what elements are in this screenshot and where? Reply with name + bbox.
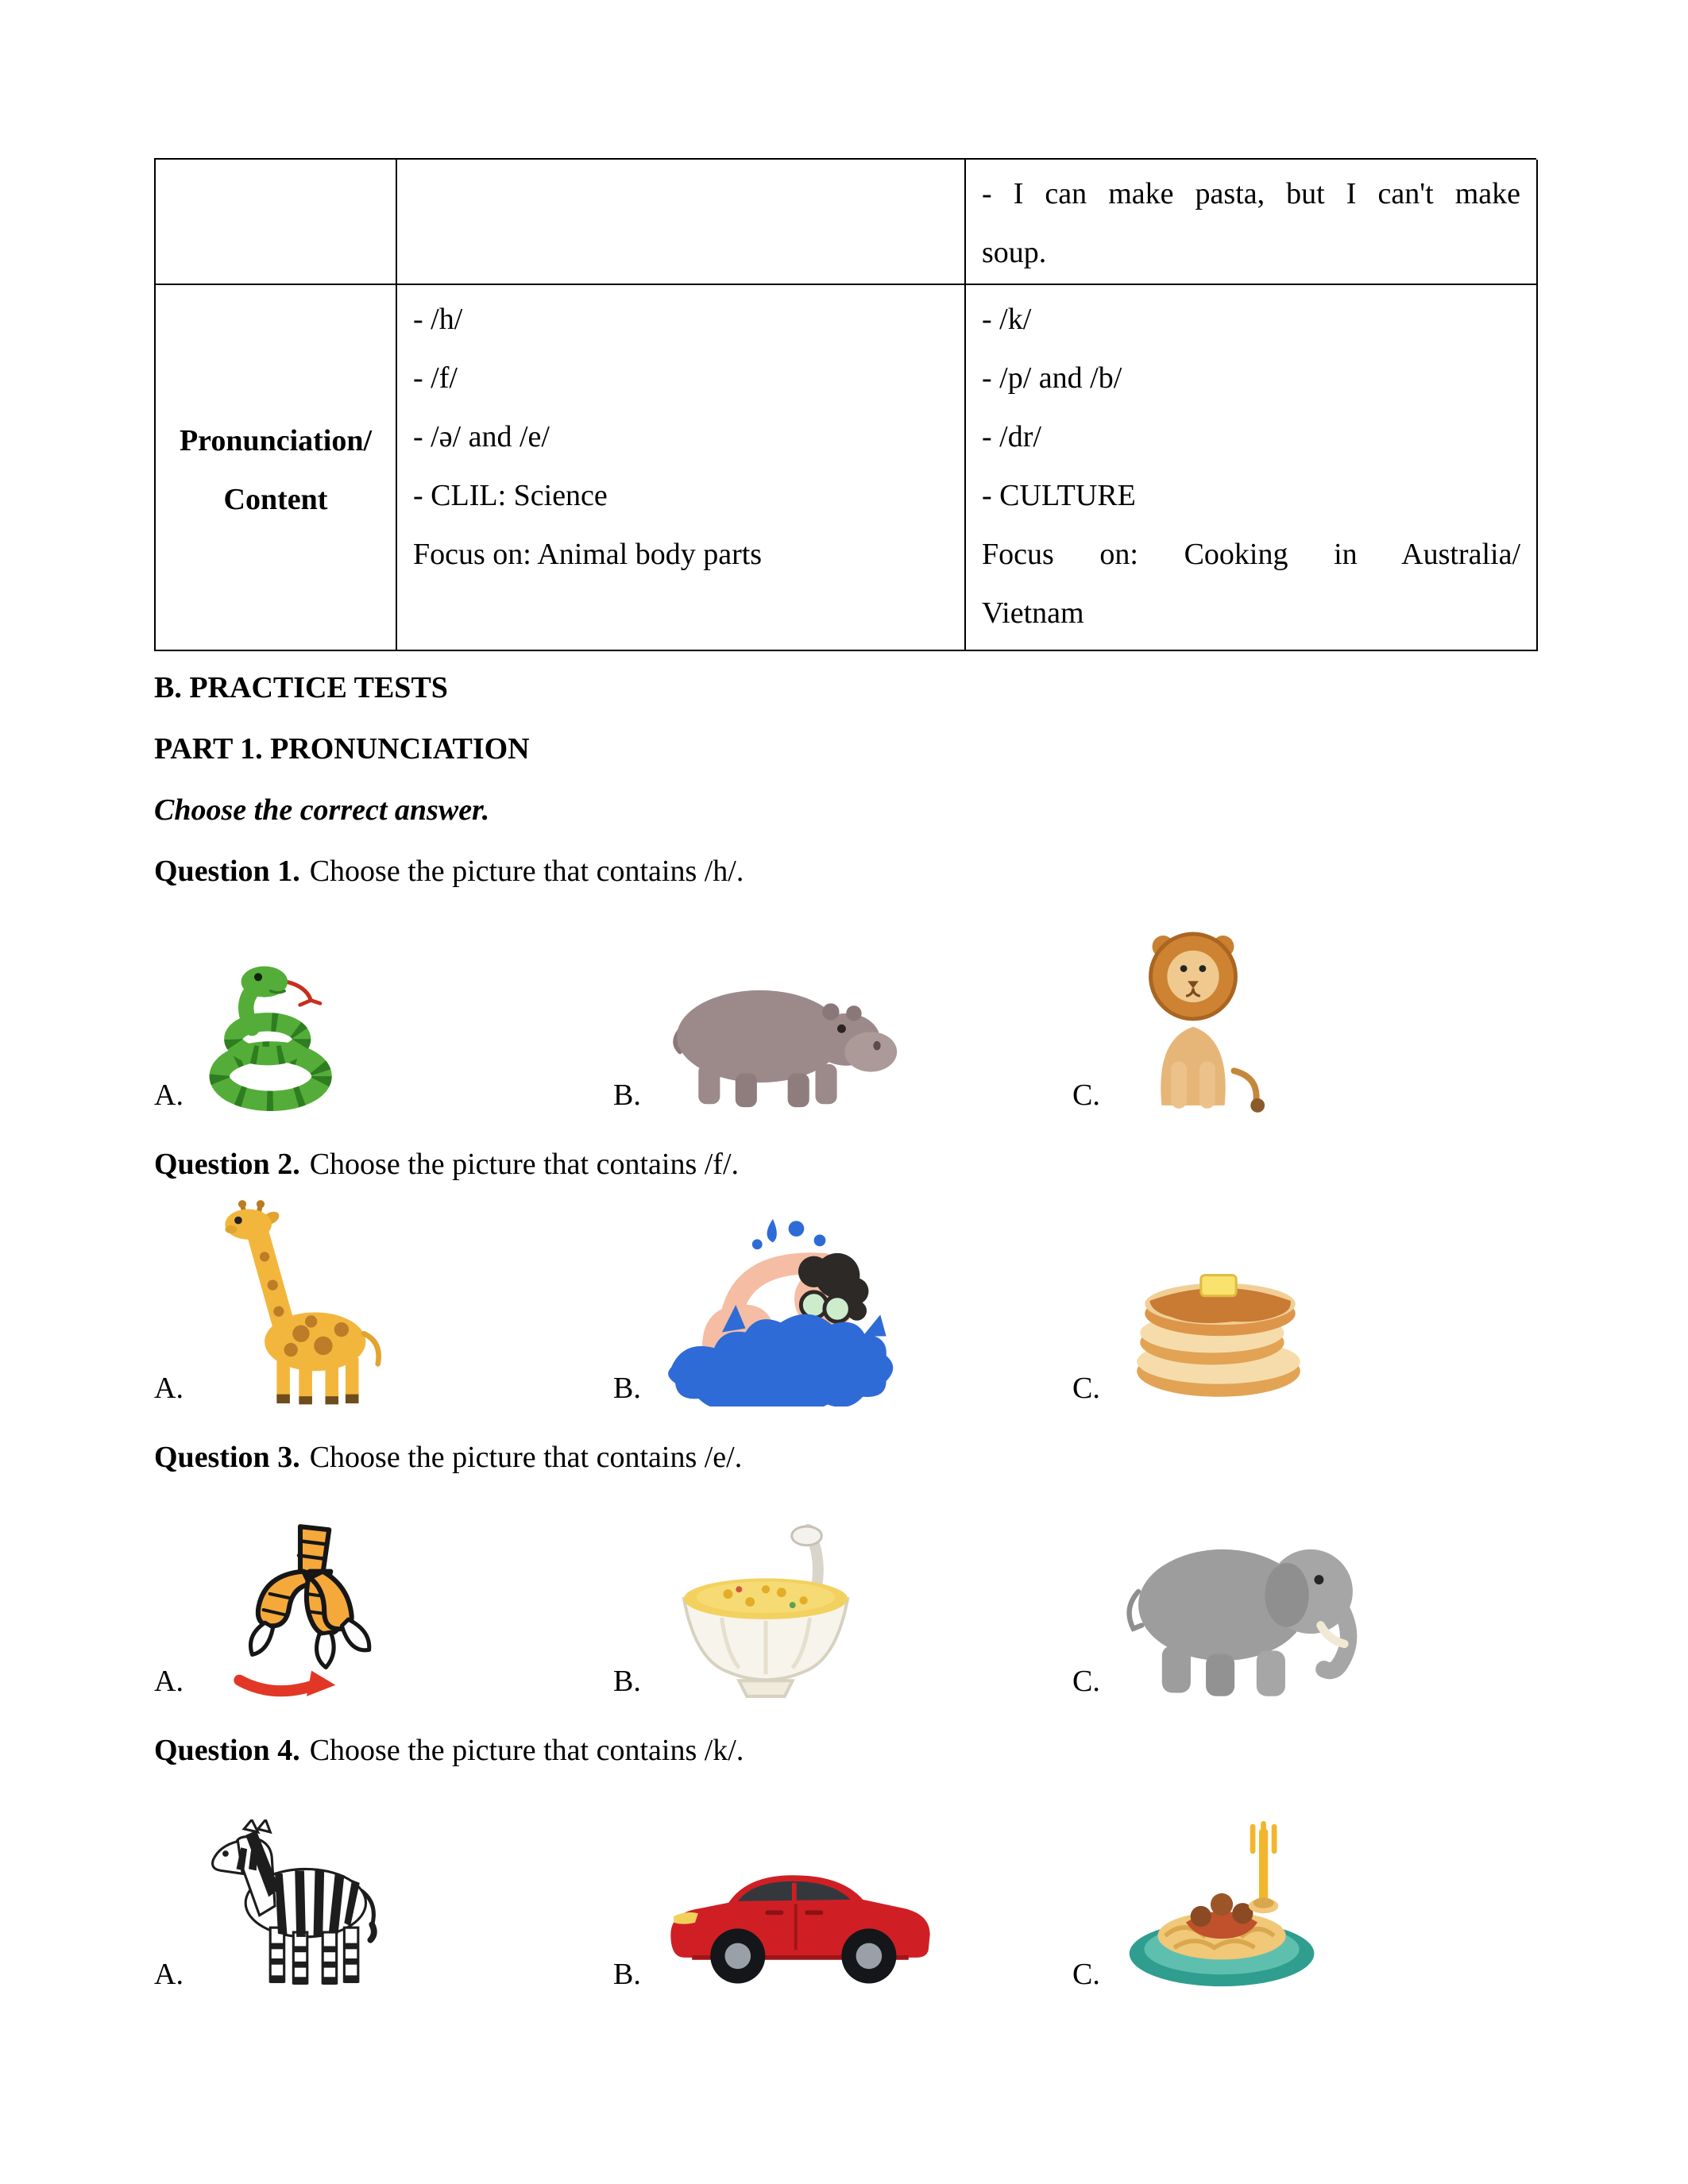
claw-icon — [198, 1520, 406, 1700]
table-text: Vietnam — [982, 596, 1084, 630]
question-label: Question 2. — [154, 1148, 300, 1181]
question-1-heading — [154, 841, 1536, 902]
table-text: - CLIL: Science — [413, 479, 608, 512]
question-2-heading — [154, 1134, 1536, 1195]
option-c — [1072, 1227, 1532, 1406]
table-row-header-pronunciation-content — [156, 285, 397, 651]
table-text: - /h/ — [413, 303, 463, 336]
question-1-block — [154, 841, 1536, 1134]
option-label: B. — [613, 1958, 641, 1991]
part-heading: PART 1. PRONUNCIATION — [154, 732, 530, 766]
instruction-text: Choose the correct answer. — [154, 793, 490, 827]
option-label: A. — [154, 1958, 183, 1991]
question-4-options — [154, 1781, 1536, 2013]
option-c — [1072, 916, 1532, 1113]
option-label: A. — [154, 1665, 183, 1698]
option-label: C. — [1072, 1078, 1100, 1112]
snake-icon — [198, 951, 353, 1113]
table-text: - /p/ and /b/ — [982, 361, 1122, 395]
table-text: Focus on: Cooking in Australia/ — [982, 538, 1520, 571]
table-text: - /dr/ — [982, 420, 1041, 453]
option-label: C. — [1072, 1665, 1100, 1698]
question-4-block — [154, 1720, 1536, 2013]
option-a — [154, 1819, 613, 1993]
spaghetti-icon — [1114, 1816, 1331, 1993]
option-label: B. — [613, 1372, 641, 1405]
option-label: A. — [154, 1078, 183, 1112]
question-3-heading — [154, 1427, 1536, 1488]
table-text: - /f/ — [413, 361, 458, 395]
question-2-block — [154, 1134, 1536, 1427]
option-label: B. — [613, 1078, 641, 1112]
option-b — [613, 1211, 1072, 1406]
lion-icon — [1114, 916, 1272, 1113]
question-2-options — [154, 1195, 1536, 1427]
table-text: soup. — [982, 236, 1047, 269]
question-label: Question 4. — [154, 1734, 300, 1767]
table-text: - I can make pasta, but I can't make — [982, 177, 1520, 210]
question-3-options — [154, 1488, 1536, 1720]
option-label: C. — [1072, 1372, 1100, 1405]
option-label: C. — [1072, 1958, 1100, 1991]
table-cell-unit-left — [397, 285, 966, 651]
question-label: Question 1. — [154, 855, 300, 888]
table-cell-empty — [397, 160, 966, 285]
option-c — [1072, 1511, 1532, 1700]
table-header-text: Pronunciation/ — [179, 423, 373, 457]
car-icon — [655, 1822, 945, 1993]
hippo-icon — [655, 959, 902, 1113]
question-label: Question 3. — [154, 1441, 300, 1474]
table-text: - CULTURE — [982, 479, 1136, 512]
question-3-block — [154, 1427, 1536, 1720]
table-cell-unit-right — [966, 285, 1538, 651]
table-text: Focus on: Animal body parts — [413, 538, 763, 571]
giraffe-icon — [198, 1200, 390, 1406]
question-1-options — [154, 902, 1536, 1134]
swimmer-icon — [655, 1211, 933, 1406]
option-label: B. — [613, 1665, 641, 1698]
option-label: A. — [154, 1372, 183, 1405]
question-text: Choose the picture that contains /f/. — [309, 1148, 740, 1181]
table-cell-speaking-example — [966, 160, 1538, 285]
table-text: - /k/ — [982, 303, 1032, 336]
question-4-heading — [154, 1720, 1536, 1781]
option-b — [613, 1523, 1072, 1700]
table-cell-empty — [156, 160, 397, 285]
pancakes-icon — [1114, 1227, 1323, 1406]
question-text: Choose the picture that contains /h/. — [309, 855, 744, 888]
section-heading: B. PRACTICE TESTS — [154, 671, 448, 704]
option-c — [1072, 1816, 1532, 1993]
option-a — [154, 1200, 613, 1406]
question-text: Choose the picture that contains /k/. — [309, 1734, 744, 1767]
option-b — [613, 1822, 1072, 1993]
option-b — [613, 959, 1072, 1113]
table-header-text: Content — [223, 482, 328, 516]
option-a — [154, 1520, 613, 1700]
question-text: Choose the picture that contains /e/. — [309, 1441, 743, 1474]
table-text: - /ə/ and /e/ — [413, 420, 550, 453]
page-content — [154, 158, 1536, 2013]
soup-bowl-icon — [655, 1523, 876, 1700]
option-a — [154, 951, 613, 1113]
unit-summary-table — [154, 158, 1536, 651]
zebra-icon — [198, 1819, 406, 1993]
elephant-icon — [1114, 1511, 1377, 1700]
